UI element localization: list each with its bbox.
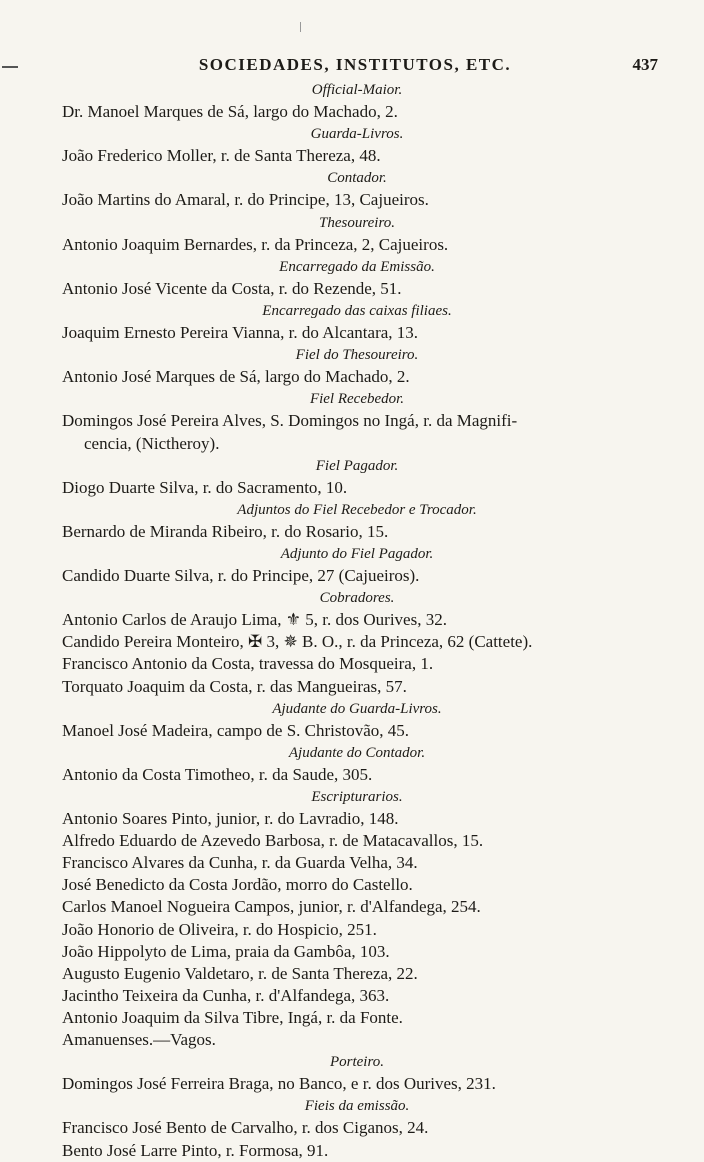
section-heading: Escripturarios. (311, 789, 403, 805)
directory-entry: cencia, (Nictheroy). (84, 433, 220, 453)
directory-entry: João Hippolyto de Lima, praia da Gambôa, 103. (62, 941, 390, 961)
directory-entry: Dr. Manoel Marques de Sá, largo do Machado, 2. (62, 102, 398, 122)
directory-entry: Antonio José Vicente da Costa, r. do Rezende, 51. (62, 278, 402, 298)
directory-entry: Antonio Soares Pinto, junior, r. do Lavradio, 148. (62, 809, 399, 829)
running-header (60, 55, 658, 79)
directory-entry: João Frederico Moller, r. de Santa Thereza, 48. (62, 146, 381, 166)
section-heading: Thesoureiro. (319, 214, 395, 231)
section-heading: Official-Maior. (311, 82, 403, 98)
directory-entry: José Benedicto da Costa Jordão, morro do Castello. (62, 875, 413, 895)
directory-entry: Domingos José Ferreira Braga, no Banco, e r. dos Ourives, 231. (62, 1074, 496, 1094)
section-heading: Adjunto do Fiel Pagador. (280, 545, 434, 562)
margin-mark (2, 66, 18, 68)
directory-entry: Francisco José Bento de Carvalho, r. dos Ciganos, 24. (62, 1118, 429, 1138)
directory-entry: Torquato Joaquim da Costa, r. das Mangueiras, 57. (62, 676, 407, 696)
directory-entry: Augusto Eugenio Valdetaro, r. de Santa Thereza, 22. (62, 963, 418, 983)
section-heading: Fieis da emissão. (304, 1098, 410, 1115)
section-heading: Contador. (327, 170, 387, 187)
section-heading: Fiel Recebedor. (309, 391, 405, 408)
section-heading: Encarregado das caixas filiaes. (262, 302, 452, 319)
directory-entry: Francisco Alvares da Cunha, r. da Guarda Velha, 34. (62, 853, 418, 873)
directory-entry: Alfredo Eduardo de Azevedo Barbosa, r. de Matacavallos, 15. (62, 831, 484, 851)
directory-entry: Antonio José Marques de Sá, largo do Machado, 2. (62, 367, 410, 387)
directory-entry: Antonio da Costa Timotheo, r. da Saude, 305. (62, 764, 373, 784)
directory-listing (62, 79, 652, 1162)
directory-entry: Antonio Joaquim Bernardes, r. da Princeza, 2, Cajueiros. (62, 234, 449, 254)
directory-entry: Francisco Antonio da Costa, travessa do Mosqueira, 1. (62, 654, 434, 674)
section-heading: Ajudante do Guarda-Livros. (272, 700, 442, 717)
section-heading: Cobradores. (319, 590, 395, 607)
page-number: 437 (632, 55, 658, 74)
section-heading: Ajudante do Contador. (288, 744, 426, 761)
directory-entry: João Martins do Amaral, r. do Principe, 13, Cajueiros. (62, 190, 429, 210)
section-heading: Fiel Pagador. (315, 457, 399, 474)
directory-entry: Bernardo de Miranda Ribeiro, r. do Rosario, 15. (62, 521, 389, 541)
directory-entry: Antonio Carlos de Araujo Lima, ⚜ 5, r. dos Ourives, 32. (62, 610, 447, 630)
directory-entry: Manoel José Madeira, campo de S. Christovão, 45. (62, 720, 410, 740)
directory-entry: Joaquim Ernesto Pereira Vianna, r. do Alcantara, 13. (62, 323, 419, 343)
directory-entry: Candido Duarte Silva, r. do Principe, 27 (Cajueiros). (62, 566, 420, 586)
directory-entry: Carlos Manoel Nogueira Campos, junior, r. d'Alfandega, 254. (62, 897, 481, 917)
section-heading: Porteiro. (329, 1054, 385, 1071)
directory-entry: Candido Pereira Monteiro, ✠ 3, ✵ B. O., r. da Princeza, 62 (Cattete). (62, 632, 533, 652)
directory-entry: Domingos José Pereira Alves, S. Domingos no Ingá, r. da Magnifi- (62, 411, 518, 431)
directory-entry: Diogo Duarte Silva, r. do Sacramento, 10. (62, 477, 348, 497)
directory-entry: João Honorio de Oliveira, r. do Hospicio, 251. (62, 919, 377, 939)
directory-entry: Jacintho Teixeira da Cunha, r. d'Alfandega, 363. (62, 985, 390, 1005)
section-heading: Guarda-Livros. (310, 126, 404, 143)
directory-entry: Bento José Larre Pinto, r. Formosa, 91. (62, 1140, 329, 1160)
section-heading: Encarregado da Emissão. (279, 258, 435, 275)
margin-mark (300, 22, 301, 32)
directory-entry: Amanuenses.—Vagos. (62, 1030, 216, 1050)
section-heading: Adjuntos do Fiel Recebedor e Trocador. (237, 501, 477, 518)
directory-entry: Antonio Joaquim da Silva Tibre, Ingá, r. da Fonte. (62, 1007, 403, 1027)
section-heading: Fiel do Thesoureiro. (295, 347, 419, 364)
header-title: SOCIEDADES, INSTITUTOS, ETC. (198, 55, 512, 74)
